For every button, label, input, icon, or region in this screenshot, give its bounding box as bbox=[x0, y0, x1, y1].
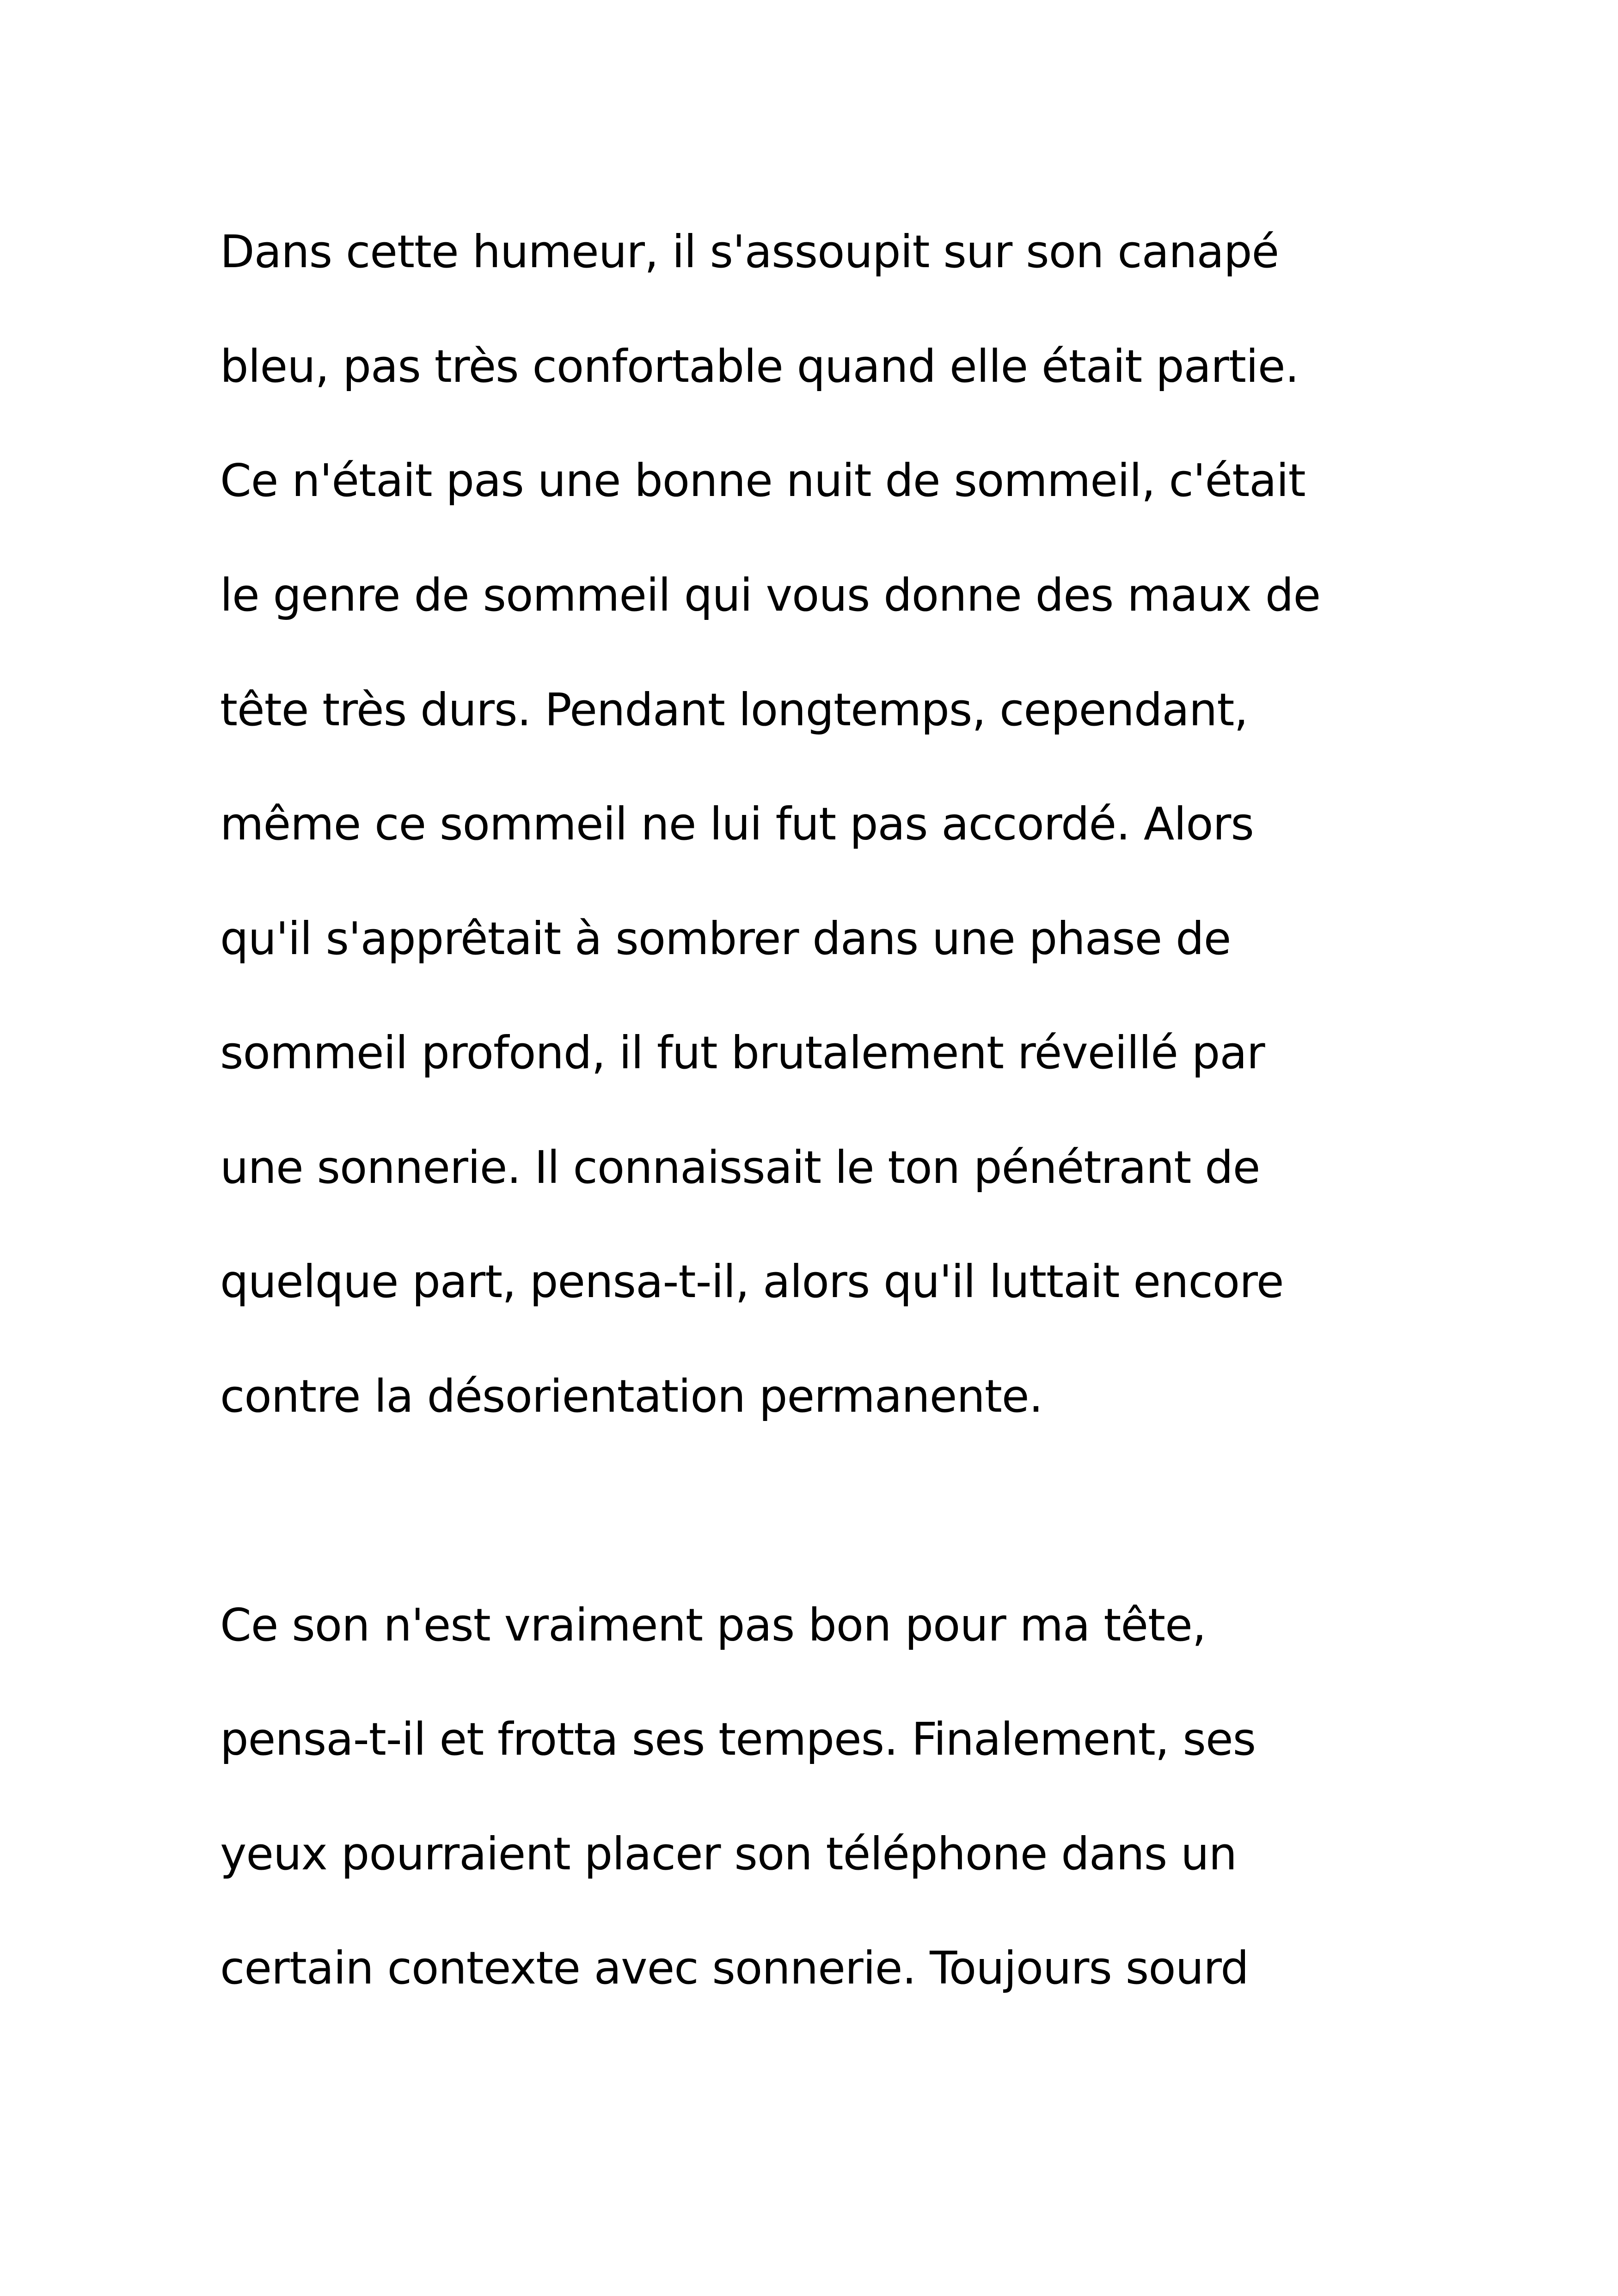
text-line: une sonnerie. Il connaissait le ton pénétrant de bbox=[220, 1141, 1260, 1194]
text-line: contre la désorientation permanente. bbox=[220, 1370, 1043, 1422]
text-line: Ce n'était pas une bonne nuit de sommeil, c'était bbox=[220, 454, 1305, 507]
text-line: certain contexte avec sonnerie. Toujours sourd bbox=[220, 1942, 1249, 1994]
text-line: quelque part, pensa-t-il, alors qu'il luttait encore bbox=[220, 1255, 1284, 1308]
text-line: qu'il s'apprêtait à sombrer dans une phase de bbox=[220, 912, 1231, 965]
text-line: sommeil profond, il fut brutalement réveillé par bbox=[220, 1027, 1265, 1079]
text-line: le genre de sommeil qui vous donne des maux de bbox=[220, 569, 1321, 621]
text-line: Ce son n'est vraiment pas bon pour ma tête, bbox=[220, 1599, 1206, 1651]
text-line: même ce sommeil ne lui fut pas accordé. Alors bbox=[220, 798, 1254, 850]
text-line: yeux pourraient placer son téléphone dans un bbox=[220, 1828, 1237, 1880]
text-line: bleu, pas très confortable quand elle était partie. bbox=[220, 340, 1299, 392]
text-line: Dans cette humeur, il s'assoupit sur son canapé bbox=[220, 226, 1279, 278]
text-line: pensa-t-il et frotta ses tempes. Finalement, ses bbox=[220, 1713, 1256, 1765]
text-line: tête très durs. Pendant longtemps, cependant, bbox=[220, 684, 1248, 736]
